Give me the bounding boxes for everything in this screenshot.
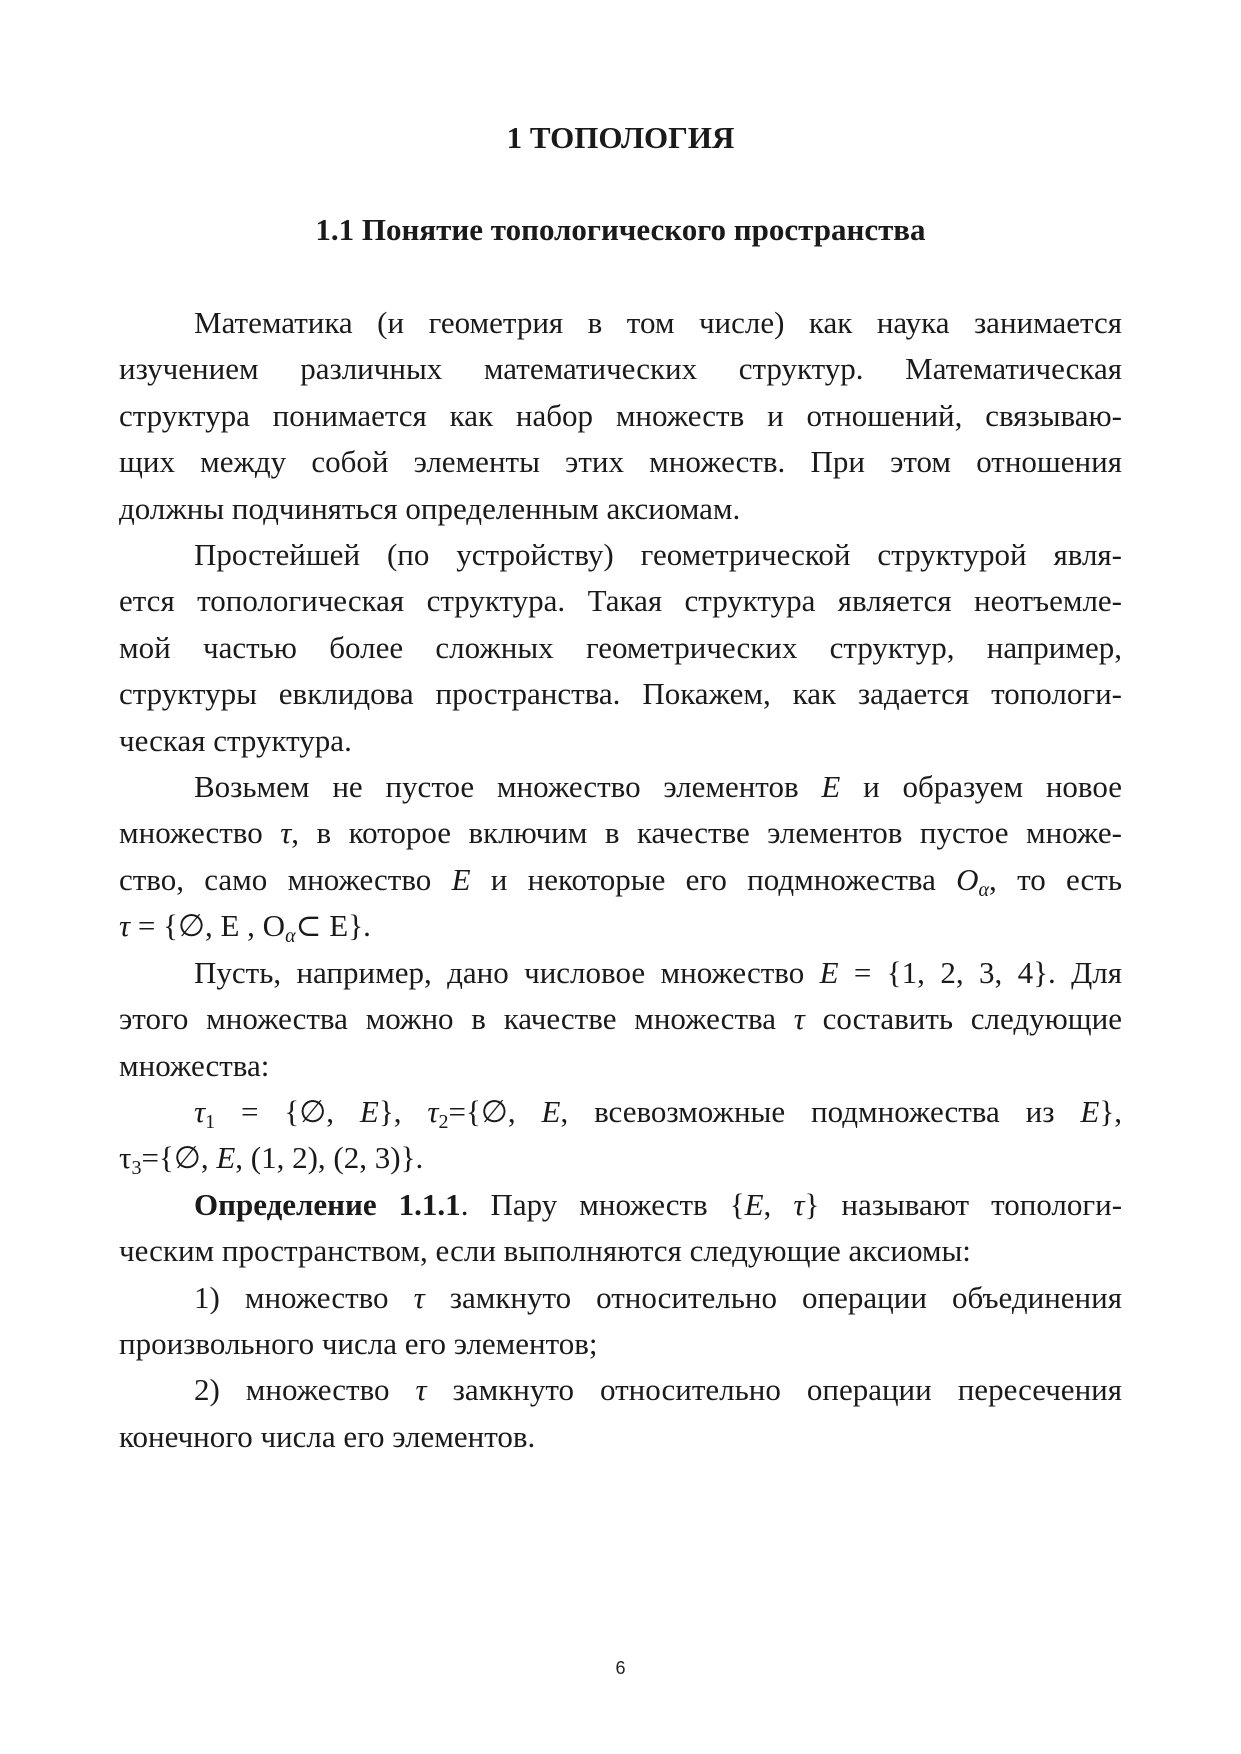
text-span: } называют топологи- (804, 1186, 1123, 1222)
symbol-E: E (819, 954, 839, 990)
axiom-2 (119, 1367, 1122, 1460)
body-text (119, 300, 1122, 1460)
text-span: , (763, 1186, 794, 1222)
symbol-E: E (744, 1186, 764, 1222)
text-span: Пусть, например, дано числовое множество (194, 954, 820, 990)
text-span: и образуем новое (840, 769, 1122, 805)
symbol-tau: τ (793, 1186, 805, 1222)
definition-paragraph (119, 1182, 1122, 1275)
text-span: }, (1099, 1093, 1122, 1129)
text-span: замкнуто относительно операции объединения (424, 1279, 1122, 1315)
formula-line (119, 1089, 1122, 1135)
text-line: множества: (119, 1047, 270, 1083)
symbol-E: E (451, 861, 471, 897)
text-line (119, 810, 1122, 856)
text-span: 2) множество (194, 1372, 416, 1408)
page-number: 6 (615, 1658, 626, 1678)
text-span: , в которое включим в качестве элементов пустое множе- (291, 815, 1122, 851)
text-span: ={∅, (448, 1093, 542, 1129)
text-line: произвольного числа его элементов; (119, 1325, 598, 1361)
text-span: этого множества можно в качестве множества (119, 1001, 794, 1037)
section-heading: 1.1 Понятие топологического пространства (315, 212, 926, 247)
symbol-tau: τ (119, 1140, 132, 1176)
chapter-heading: 1 ТОПОЛОГИЯ (506, 120, 735, 155)
text-line (119, 857, 1122, 903)
text-line (119, 1367, 1122, 1413)
text-line: ется топологическая структура. Такая структура является неотъемле- (119, 583, 1122, 619)
paragraph-2 (119, 532, 1122, 764)
text-line: ческая структура. (119, 722, 352, 758)
text-line: ческим пространством, если выполняются следующие аксиомы: (119, 1233, 971, 1269)
text-line: конечного числа его элементов. (119, 1418, 536, 1454)
text-line (119, 996, 1122, 1042)
symbol-tau: τ (413, 1279, 425, 1315)
symbol-tau: τ (427, 1093, 439, 1129)
symbol-E: E (1080, 1093, 1100, 1129)
text-line: Простейшей (по устройству) геометрической структурой явля- (194, 537, 1122, 573)
subscript: 2 (438, 1110, 449, 1133)
text-span: 1) множество (194, 1279, 414, 1315)
text-span: , всевозможные подмножества из (560, 1093, 1081, 1129)
text-span: = {∅, (215, 1093, 360, 1129)
definition-label: Определение 1.1.1 (194, 1186, 461, 1222)
paragraph-3 (119, 764, 1122, 950)
symbol-tau: τ (194, 1093, 206, 1129)
text-span: замкнуто относительно операции пересечения (426, 1372, 1123, 1408)
symbol-tau: τ (793, 1001, 805, 1037)
text-span: }, (378, 1093, 428, 1129)
text-line (119, 1275, 1122, 1321)
text-line: мой частью более сложных геометрических структур, например, (119, 629, 1122, 665)
text-line (119, 1182, 1122, 1228)
text-span: , то есть (989, 861, 1122, 897)
symbol-E: E (541, 1093, 561, 1129)
symbol-alpha: α (978, 878, 990, 901)
text-line (119, 764, 1122, 810)
text-span: ={∅, (141, 1140, 217, 1176)
symbol-E: E (216, 1140, 236, 1176)
text-line: Математика (и геометрия в том числе) как наука занимается (194, 305, 1122, 340)
symbol-tau: τ (119, 908, 131, 944)
text-line: должны подчиняться определенным аксиомам. (119, 490, 741, 526)
symbol-E: E (359, 1093, 379, 1129)
paragraph-4 (119, 950, 1122, 1089)
text-span: и некоторые его подмножества (470, 861, 957, 897)
symbol-tau: τ (415, 1372, 427, 1408)
symbol-O: O (956, 861, 979, 897)
paragraph-5 (119, 1089, 1122, 1182)
formula-text: = {∅, E , O (137, 908, 286, 944)
text-line: структура понимается как набор множеств и отношений, связываю- (119, 397, 1122, 433)
symbol-E: E (821, 769, 841, 805)
axiom-1 (119, 1275, 1122, 1368)
text-span: множество (119, 815, 281, 851)
text-span: Возьмем не пустое множество элементов (194, 769, 822, 805)
text-span: ство, само множество (119, 861, 452, 897)
subscript: 1 (205, 1110, 216, 1133)
formula-line (119, 903, 1122, 949)
text-span: составить следующие (822, 1001, 1123, 1037)
formula-line (119, 1135, 1122, 1181)
text-span: , (1, 2), (2, 3)}. (235, 1140, 424, 1176)
symbol-tau: τ (280, 815, 292, 851)
symbol-alpha: α (285, 925, 296, 948)
text-line: изучением различных математических структур. Математическая (119, 351, 1122, 387)
paragraph-1 (119, 300, 1122, 532)
text-line: щих между собой элементы этих множеств. При этом отношения (119, 444, 1122, 480)
text-span: = {1, 2, 3, 4}. Для (838, 954, 1122, 990)
text-line (119, 950, 1122, 996)
text-span: . Пару множеств { (460, 1186, 745, 1222)
text-line: структуры евклидова пространства. Покажем, как задается топологи- (119, 676, 1122, 712)
formula-text: ⊂ E}. (295, 908, 371, 944)
subscript: 3 (131, 1157, 142, 1180)
